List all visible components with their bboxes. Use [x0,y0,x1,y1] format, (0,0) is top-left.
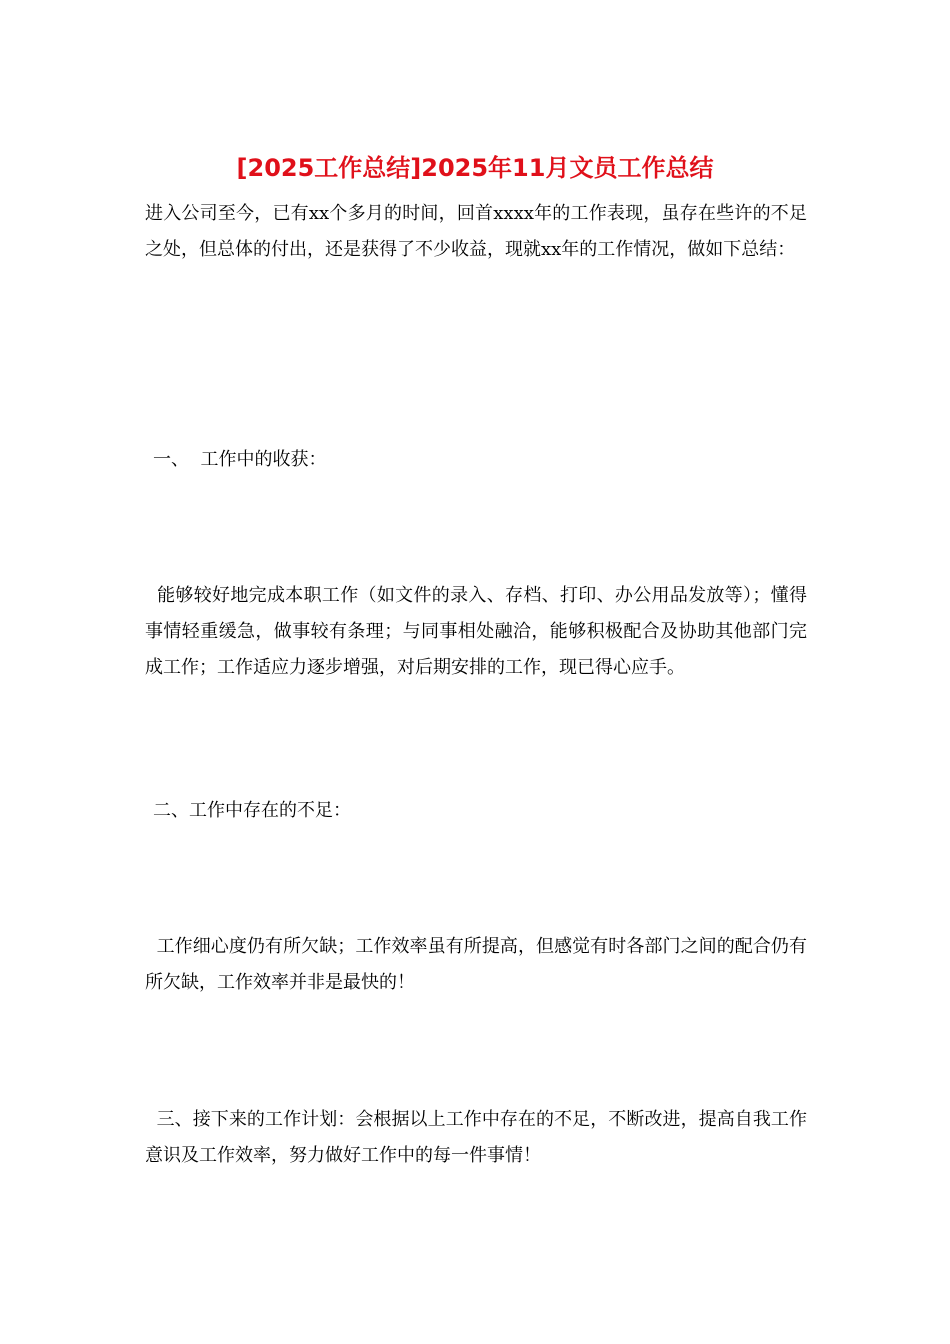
section-body-gains: 能够较好地完成本职工作（如文件的录入、存档、打印、办公用品发放等）；懂得事情轻重缓急，做事较有条理；与同事相处融洽，能够积极配合及协助其他部门完成工作；工作适应力逐步增强，对后期安排的工作，现已得心应手。 [145,585,807,678]
intro-paragraph: 进入公司至今，已有xx个多月的时间，回首xxxx年的工作表现，虽存在些许的不足之处，但总体的付出，还是获得了不少收益，现就xx年的工作情况，做如下总结： [145,203,807,260]
section-heading-shortcomings: 二、工作中存在的不足： [153,800,351,821]
section-body-shortcomings: 工作细心度仍有所欠缺；工作效率虽有所提高，但感觉有时各部门之间的配合仍有所欠缺，工作效率并非是最快的！ [145,936,807,993]
section-body-plan: 三、接下来的工作计划：会根据以上工作中存在的不足，不断改进，提高自我工作意识及工作效率，努力做好工作中的每一件事情！ [145,1109,807,1166]
page-title: [2025工作总结]2025年11月文员工作总结 [236,154,714,182]
section-heading-gains: 一、 工作中的收获： [153,449,327,470]
